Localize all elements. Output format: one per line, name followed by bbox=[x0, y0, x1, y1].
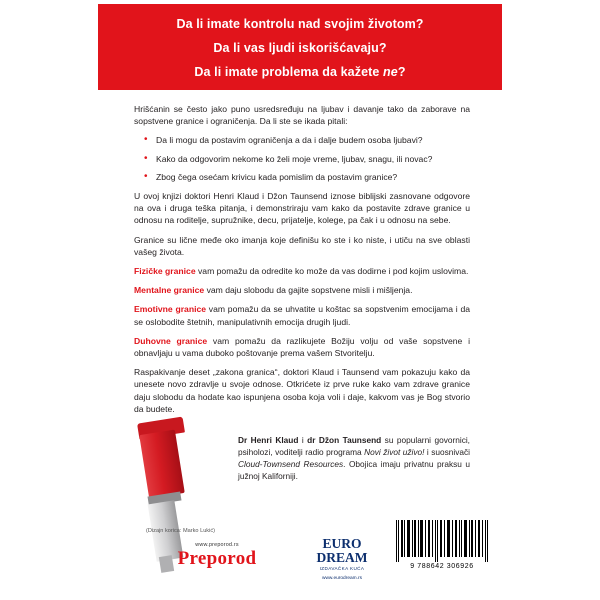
eurodream-name-line2: DREAM bbox=[316, 550, 368, 566]
eurodream-name-line1: EURO bbox=[322, 536, 362, 551]
question-list bbox=[134, 134, 470, 183]
author-bio-text-2: i suosnivači bbox=[424, 447, 470, 458]
barcode-bars-icon bbox=[394, 520, 490, 562]
publisher-logo bbox=[142, 542, 292, 568]
highlight-physical-rest: vam pomažu da odredite ko može da vas dodirne i pod kojim uslovima. bbox=[195, 266, 469, 277]
publisher-name: Preporod bbox=[177, 548, 257, 569]
highlight-mental-rest: vam daju slobodu da gajite sopstvene misli i mišljenja. bbox=[204, 285, 413, 296]
eurodream-logo bbox=[294, 537, 390, 581]
author-bio-text-1: su popularni govornici, psiholozi, voditelji radio programa bbox=[238, 435, 470, 458]
blurb-text bbox=[134, 103, 470, 422]
list-item: • Da li mogu da postavim ograničenja a da i dalje budem osoba ljubavi? bbox=[148, 134, 470, 146]
isbn-number: 9 788642 306926 bbox=[410, 563, 474, 570]
highlight-spiritual bbox=[134, 335, 470, 359]
eurodream-subtitle: IZDAVAČKA KUĆA bbox=[319, 566, 365, 572]
headline-band bbox=[98, 4, 502, 90]
back-cover-body bbox=[98, 90, 502, 580]
cover-design-credit: (Dizajn korica: Marko Lukić) bbox=[146, 528, 216, 534]
closing-paragraph: Raspakivanje deset „zakona granica“, doktori Klaud i Taunsend vam pokazuju kako da unesete novo zdravlje u svoje odnose. Otkrićete iz prve ruke kako vam zdrave granice daju slobodu da hodate kao ispunjena osoba koja voli i daje, kakvom vas je Bog stvorio da budete. bbox=[134, 367, 470, 414]
highlight-emotional-rest: vam pomažu da se uhvatite u koštac sa sopstvenim emocijama i da se oslobodite štetnih, manipulativnih emocija drugih ljudi. bbox=[134, 304, 471, 327]
highlight-emotional-lead: Emotivne granice bbox=[134, 304, 207, 315]
headline-question-2: Da li vas ljudi iskorišćavaju? bbox=[213, 41, 387, 56]
author-bio-text-3: . Obojica imaju privatnu praksu u južnoj Kaliforniji. bbox=[238, 459, 471, 482]
organization-name: Cloud-Townsend Resources bbox=[238, 459, 344, 470]
intro-paragraph: Hrišćanin se često jako puno usredsređuju na ljubav i davanje tako da zaborave na sopstvene granice i ograničenja. Da li ste se ikada pitali: bbox=[134, 104, 470, 127]
author-name-2: dr Džon Taunsend bbox=[307, 435, 382, 445]
author-bio bbox=[238, 434, 470, 482]
radio-program-title: Novi život uživo! bbox=[364, 447, 425, 458]
highlight-physical-lead: Fizičke granice bbox=[134, 266, 196, 277]
barcode bbox=[394, 520, 490, 570]
author-name-1: Dr Henri Klaud bbox=[238, 435, 299, 445]
headline-question-3-emphasis: ne bbox=[383, 65, 398, 80]
list-item: • Kako da odgovorim nekome ko želi moje vreme, ljubav, snagu, ili novac? bbox=[148, 153, 470, 165]
list-item: • Zbog čega osećam krivicu kada pomislim da postavim granice? bbox=[148, 171, 470, 183]
highlight-mental-lead: Mentalne granice bbox=[134, 285, 205, 296]
highlight-spiritual-rest: vam pomažu da razlikujete Božiju volju od vaše sopstvene i obnavljaju u vama duboko poštovanje prema vašem Stvoritelju. bbox=[134, 335, 470, 359]
paragraph-1: U ovoj knjizi doktori Henri Klaud i Džon Taunsend iznose biblijski zasnovane odgovore na ova i druga teška pitanja, i demonstriraju vam kako da postavite zdrave granice u odnosu na roditelje, supružnike, decu, prijatelje, kolege, pa čak i u odnosu na sebe. bbox=[134, 191, 470, 226]
eurodream-website: www.eurodream.rs bbox=[322, 576, 362, 582]
highlight-emotional bbox=[134, 303, 470, 327]
headline-question-1: Da li imate kontrolu nad svojim životom? bbox=[176, 17, 424, 31]
publisher-website: www.preporod.rs bbox=[195, 542, 239, 548]
paragraph-2: Granice su lične međe oko imanja koje definišu ko ste i ko niste, i utiču na sve oblasti vašeg života. bbox=[134, 234, 470, 257]
author-joiner: i bbox=[298, 435, 308, 445]
marker-body-icon bbox=[139, 430, 185, 499]
highlight-physical bbox=[134, 265, 470, 277]
headline-question-3 bbox=[98, 66, 502, 79]
highlight-mental bbox=[134, 284, 470, 296]
headline-question-3-tail: ? bbox=[397, 65, 406, 80]
headline-question-3-text: Da li imate problema da kažete bbox=[194, 65, 384, 80]
highlight-spiritual-lead: Duhovne granice bbox=[134, 335, 208, 346]
